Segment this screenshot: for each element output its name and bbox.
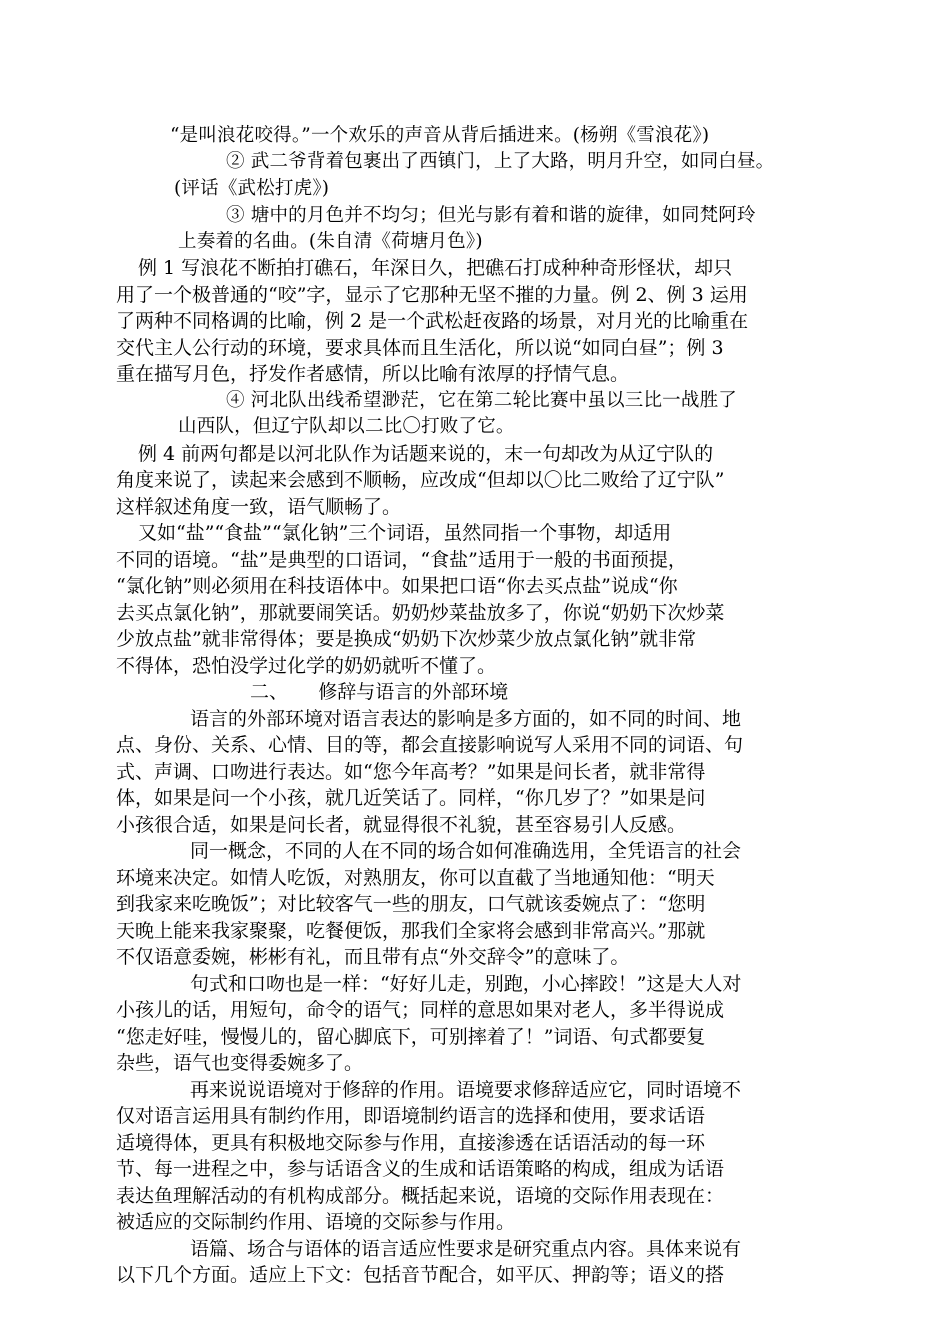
paragraph-line: 小孩很合适，如果是问长者，就显得很不礼貌，甚至容易引人反感。 (116, 814, 687, 836)
paragraph-line: 用了一个极普通的“咬”字，显示了它那种无坚不摧的力量。例 2、例 3 运用 (116, 284, 748, 306)
paragraph-line: 节、每一进程之中，参与话语含义的生成和话语策略的构成，组成为话语 (116, 1158, 725, 1180)
paragraph-line: 仅对语言运用具有制约作用，即语境制约语言的选择和使用，要求话语 (116, 1105, 706, 1127)
example-3-line: ③ 塘中的月色并不均匀；但光与影有着和谐的旋律，如同梵阿玲 (226, 205, 756, 226)
paragraph-line: 以下几个方面。适应上下文：包括音节配合，如平仄、押韵等；语义的搭 (116, 1264, 725, 1286)
paragraph-line: 体，如果是问一个小孩，就几近笑话了。同样，“你几岁了？”如果是问 (116, 787, 706, 809)
paragraph-line: 这样叙述角度一致，语气顺畅了。 (116, 496, 402, 518)
paragraph-line: 不得体，恐怕没学过化学的奶奶就听不懂了。 (116, 655, 497, 677)
paragraph-line: 句式和口吻也是一样：“好好儿走，别跑，小心摔跤！”这是大人对 (190, 973, 742, 995)
paragraph-line: 交代主人公行动的环境，要求具体而且生活化，所以说“如同白昼”；例 3 (116, 337, 724, 359)
paragraph-line: 例 4 前两句都是以河北队作为话题来说的，末一句却改为从辽宁队的 (138, 443, 714, 465)
example-4-line: ④ 河北队出线希望渺茫，它在第二轮比赛中虽以三比一战胜了 (226, 390, 737, 411)
paragraph-line: 例 1 写浪花不断拍打礁石，年深日久，把礁石打成种种奇形怪状，却只 (138, 257, 733, 279)
paragraph-line: “您走好哇，慢慢儿的，留心脚底下，可别摔着了！”词语、句式都要复 (116, 1026, 706, 1048)
example-1-line: “是叫浪花咬得。”一个欢乐的声音从背后插进来。(杨朔《雪浪花》) (170, 125, 710, 146)
paragraph-line: 重在描写月色，抒发作者感情，所以比喻有浓厚的抒情气息。 (116, 363, 630, 385)
example-4-line: 山西队，但辽宁队却以二比〇打败了它。 (178, 416, 515, 437)
paragraph-line: 环境来决定。如情人吃饭，对熟朋友，你可以直截了当地通知他：“明天 (116, 867, 715, 889)
paragraph-line: 适境得体，更具有积极地交际参与作用，直接渗透在话语活动的每一环 (116, 1132, 706, 1154)
example-3-source: 上奏着的名曲。(朱自清《荷塘月色》) (178, 231, 483, 252)
paragraph-line: 去买点氯化钠”，那就要闹笑话。奶奶炒菜盐放多了，你说“奶奶下次炒菜 (116, 602, 725, 624)
paragraph-line: 天晚上能来我家聚聚，吃餐便饭，那我们全家将会感到非常高兴。”那就 (116, 920, 706, 942)
paragraph-line: “氯化钠”则必须用在科技语体中。如果把口语“你去买点盐”说成“你 (116, 575, 678, 597)
example-2-line: ② 武二爷背着包裹出了西镇门，上了大路，明月升空，如同白昼。 (226, 151, 775, 172)
paragraph-line: 又如“盐”“食盐”“氯化钠”三个词语，虽然同指一个事物，却适用 (138, 522, 672, 544)
paragraph-line: 再来说说语境对于修辞的作用。语境要求修辞适应它，同时语境不 (190, 1079, 742, 1101)
paragraph-line: 小孩儿的话，用短句，命令的语气；同样的意思如果对老人，多半得说成 (116, 999, 725, 1021)
paragraph-line: 杂些，语气也变得委婉多了。 (116, 1052, 364, 1074)
paragraph-line: 少放点盐”就非常得体；要是换成“奶奶下次炒菜少放点氯化钠”就非常 (116, 628, 697, 650)
paragraph-line: 式、声调、口吻进行表达。如“您今年高考？”如果是问长者，就非常得 (116, 761, 706, 783)
paragraph-line: 表达鱼理解活动的有机构成部分。概括起来说，语境的交际作用表现在： (116, 1185, 725, 1207)
paragraph-line: 到我家来吃晚饭”；对比较客气一些的朋友，口气就该委婉点了：“您明 (116, 893, 706, 915)
paragraph-line: 语篇、场合与语体的语言适应性要求是研究重点内容。具体来说有 (190, 1238, 742, 1260)
paragraph-line: 角度来说了，读起来会感到不顺畅，应改成“但却以〇比二败给了辽宁队” (116, 469, 725, 491)
paragraph-line: 同一概念，不同的人在不同的场合如何准确选用，全凭语言的社会 (190, 840, 742, 862)
paragraph-line: 被适应的交际制约作用、语境的交际参与作用。 (116, 1211, 516, 1233)
paragraph-line: 不同的语境。“盐”是典型的口语词，“食盐”适用于一般的书面预提， (116, 549, 687, 571)
paragraph-line: 语言的外部环境对语言表达的影响是多方面的，如不同的时间、地 (190, 708, 742, 730)
paragraph-line: 了两种不同格调的比喻，例 2 是一个武松赶夜路的场景，对月光的比喻重在 (116, 310, 749, 332)
section-heading: 二、 修辞与语言的外部环境 (250, 681, 509, 703)
paragraph-line: 不仅语意委婉，彬彬有礼，而且带有点“外交辞令”的意味了。 (116, 946, 630, 968)
example-2-source: (评话《武松打虎》) (174, 178, 330, 199)
paragraph-line: 点、身份、关系、心情、目的等，都会直接影响说写人采用不同的词语、句 (116, 734, 744, 756)
